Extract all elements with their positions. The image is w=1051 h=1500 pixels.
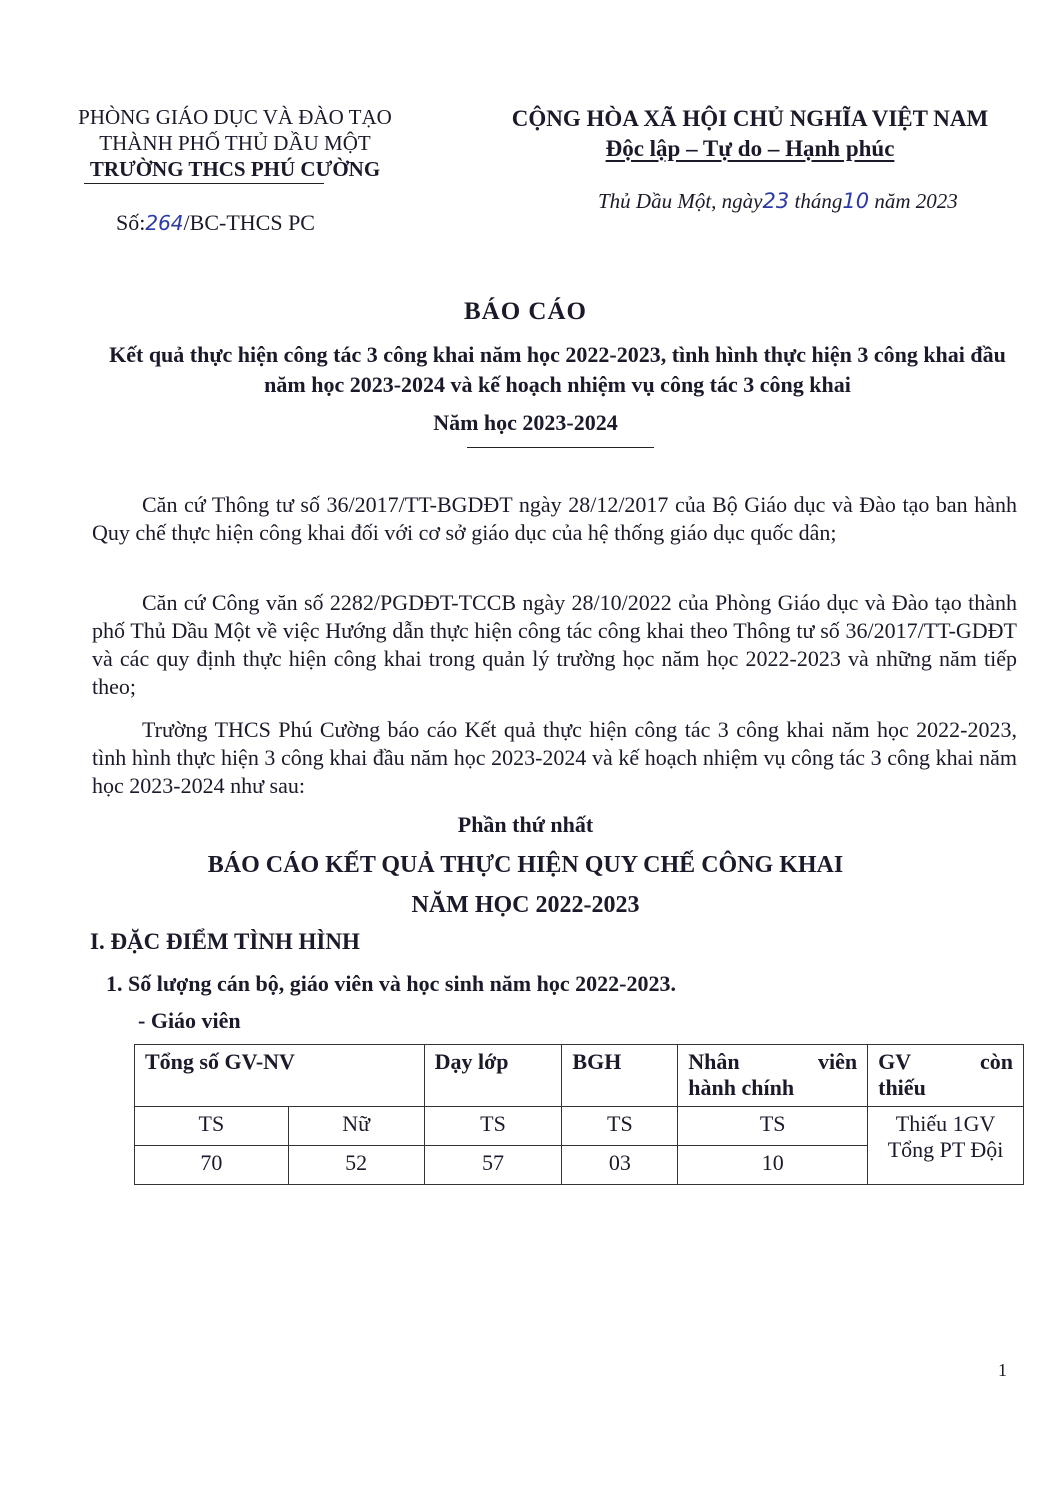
report-year: Năm học 2023-2024 (433, 410, 618, 435)
date-year: năm 2023 (874, 189, 958, 213)
header-total-staff: Tổng số GV-NV (135, 1045, 425, 1107)
header-bgh: BGH (562, 1045, 678, 1107)
table-subheader-row (135, 1107, 1024, 1146)
value-total: 70 (135, 1146, 289, 1185)
agency-line-1: PHÒNG GIÁO DỤC VÀ ĐÀO TẠO (78, 105, 392, 129)
subheader-ts: TS (562, 1107, 678, 1146)
report-title: BÁO CÁO (464, 298, 587, 325)
header-admin-c: hành chính (688, 1075, 795, 1100)
staff-table (134, 1044, 1024, 1185)
value-female: 52 (288, 1146, 424, 1185)
part-one-title: BÁO CÁO KẾT QUẢ THỰC HIỆN QUY CHẾ CÔNG KHAI (207, 852, 844, 878)
doc-no-handwritten: 264 (145, 211, 184, 235)
legal-basis-2: Căn cứ Công văn số 2282/PGDĐT-TCCB ngày 28/10/2022 của Phòng Giáo dục và Đào tạo thành phố Thủ Dầu Một về việc Hướng dẫn thực hiện công tác công khai theo Thông tư số 36/2017/TT-GDĐT và các quy định thực hiện công khai trong quản lý trường học năm học 2022-2023 và những năm tiếp theo; (92, 590, 1017, 699)
doc-no-suffix: /BC-THCS PC (183, 210, 315, 235)
header-missing-teachers (868, 1045, 1024, 1107)
missing-line-2: Tổng PT Đội (887, 1137, 1004, 1162)
header-admin-a: Nhân (688, 1049, 740, 1074)
value-teaching: 57 (424, 1146, 562, 1185)
title-rule (467, 447, 654, 448)
national-title: CỘNG HÒA XÃ HỘI CHỦ NGHĨA VIỆT NAM (511, 106, 989, 131)
date-prefix: Thủ Dầu Một, ngày (598, 189, 763, 213)
header-admin-staff (678, 1045, 868, 1107)
subheader-ts: TS (678, 1107, 868, 1146)
header-missing-b: còn (980, 1049, 1013, 1074)
document-number (116, 210, 315, 236)
page-number: 1 (998, 1360, 1007, 1380)
header-teaching: Dạy lớp (424, 1045, 562, 1107)
part-one-year: NĂM HỌC 2022-2023 (411, 892, 640, 918)
date-month: 10 (842, 189, 870, 213)
value-admin: 10 (678, 1146, 868, 1185)
school-name: TRƯỜNG THCS PHÚ CƯỜNG (89, 157, 381, 181)
legal-basis-1: Căn cứ Thông tư số 36/2017/TT-BGDĐT ngày 28/12/2017 của Bộ Giáo dục và Đào tạo ban hành Quy chế thực hiện công khai đối với cơ sở giáo dục của hệ thống giáo dục quốc dân; (92, 492, 1017, 545)
teachers-label: - Giáo viên (138, 1008, 241, 1033)
section-heading: I. ĐẶC ĐIỂM TÌNH HÌNH (90, 929, 360, 954)
header-admin-b: viên (818, 1049, 858, 1074)
school-name-rule (84, 183, 324, 184)
subsection-heading: 1. Số lượng cán bộ, giáo viên và học sinh năm học 2022-2023. (106, 971, 676, 996)
table-header-row (135, 1045, 1024, 1107)
date-day: 23 (762, 189, 790, 213)
subheader-female: Nữ (288, 1107, 424, 1146)
subheader-ts: TS (135, 1107, 289, 1146)
header-missing-c: thiếu (878, 1075, 926, 1100)
value-bgh: 03 (562, 1146, 678, 1185)
report-subtitle: Kết quả thực hiện công tác 3 công khai năm học 2022-2023, tình hình thực hiện 3 công khai đầu năm học 2023-2024 và kế hoạch nhiệm vụ công tác 3 công khai (109, 342, 1006, 397)
header-missing-a: GV (878, 1049, 912, 1074)
intro-paragraph: Trường THCS Phú Cường báo cáo Kết quả thực hiện công tác 3 công khai năm học 2022-2023, tình hình thực hiện 3 công khai đầu năm học 2023-2024 và kế hoạch nhiệm vụ công tác 3 công khai năm học 2023-2024 như sau: (92, 717, 1017, 798)
subheader-ts: TS (424, 1107, 562, 1146)
missing-line-1: Thiếu 1GV (895, 1111, 996, 1136)
agency-header (60, 104, 410, 182)
doc-no-prefix: Số: (116, 210, 146, 235)
national-header (470, 104, 1030, 164)
date-month-label: tháng (789, 189, 843, 213)
missing-teacher-note (868, 1107, 1024, 1185)
agency-line-2: THÀNH PHỐ THỦ DẦU MỘT (99, 131, 371, 155)
part-one-heading: Phần thứ nhất (457, 812, 594, 837)
national-motto: Độc lập – Tự do – Hạnh phúc (605, 136, 895, 161)
document-date (598, 189, 958, 214)
